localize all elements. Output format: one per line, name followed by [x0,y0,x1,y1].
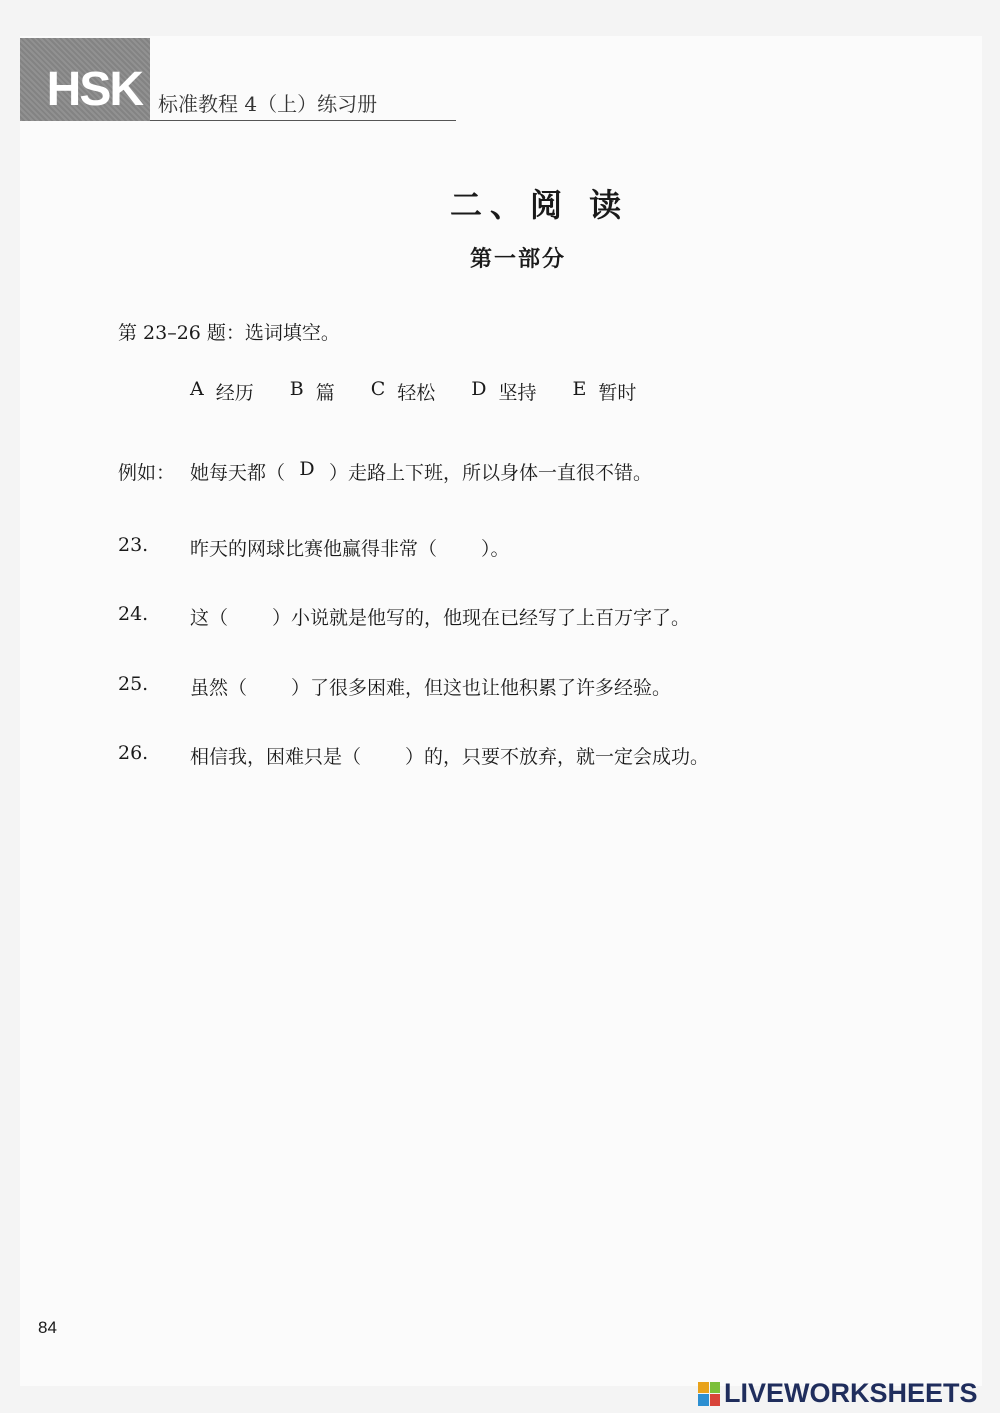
part-title: 第一部分 [470,246,567,272]
question-24 [118,603,690,630]
example-label: 例如： [118,462,176,484]
example-sentence [118,458,652,485]
option-word: 经历 [215,382,254,404]
question-text-after: ）小说就是他写的，他现在已经写了上百万字了。 [272,607,691,629]
question-text-before: 相信我，困难只是（ [190,746,362,768]
question-23 [118,534,510,561]
question-number: 26. [118,742,149,764]
question-26 [118,742,709,769]
option-word: 轻松 [397,382,436,404]
example-answer: D [299,458,315,480]
question-text-after: ）了很多困难，但这也让他积累了许多经验。 [291,677,672,699]
option-letter: D [471,378,487,400]
header-divider [150,120,456,121]
answer-blank[interactable] [247,673,291,700]
answer-blank[interactable] [228,603,272,630]
question-text-before: 这（ [190,607,229,629]
page-number: 84 [38,1318,57,1337]
question-number: 23. [118,534,149,556]
option-c [371,378,436,405]
option-word: 篇 [315,382,335,404]
example-before: 她每天都（ [190,462,286,484]
book-title: 标准教程 4（上）练习册 [158,92,378,116]
option-e [573,378,637,405]
option-word: 暂时 [598,382,637,404]
answer-blank[interactable] [437,534,481,561]
question-text-after: ）的，只要不放弃，就一定会成功。 [405,746,710,768]
option-letter: A [190,378,204,400]
worksheet-page [20,36,982,1386]
option-a [190,378,254,405]
question-25 [118,673,671,700]
option-letter: C [370,378,386,400]
word-options [190,378,672,405]
option-b [290,378,335,405]
hsk-badge: HSK [20,38,150,121]
answer-blank[interactable] [361,742,405,769]
example-after: ）走路上下班，所以身体一直很不错。 [329,462,653,484]
question-text-before: 昨天的网球比赛他赢得非常（ [190,538,438,560]
question-text-after: ）。 [481,538,510,560]
option-d [471,378,536,405]
option-word: 坚持 [498,382,537,404]
liveworksheets-logo-icon [698,1382,720,1406]
question-text-before: 虽然（ [190,677,248,699]
instruction: 第 23–26 题：选词填空。 [118,322,340,344]
option-letter: E [572,378,587,400]
watermark-text: LIVEWORKSHEETS [724,1378,978,1408]
question-number: 24. [118,603,149,625]
liveworksheets-watermark [698,1378,978,1409]
question-number: 25. [118,673,149,695]
section-title: 二、阅 读 [450,186,630,224]
option-letter: B [289,378,304,400]
